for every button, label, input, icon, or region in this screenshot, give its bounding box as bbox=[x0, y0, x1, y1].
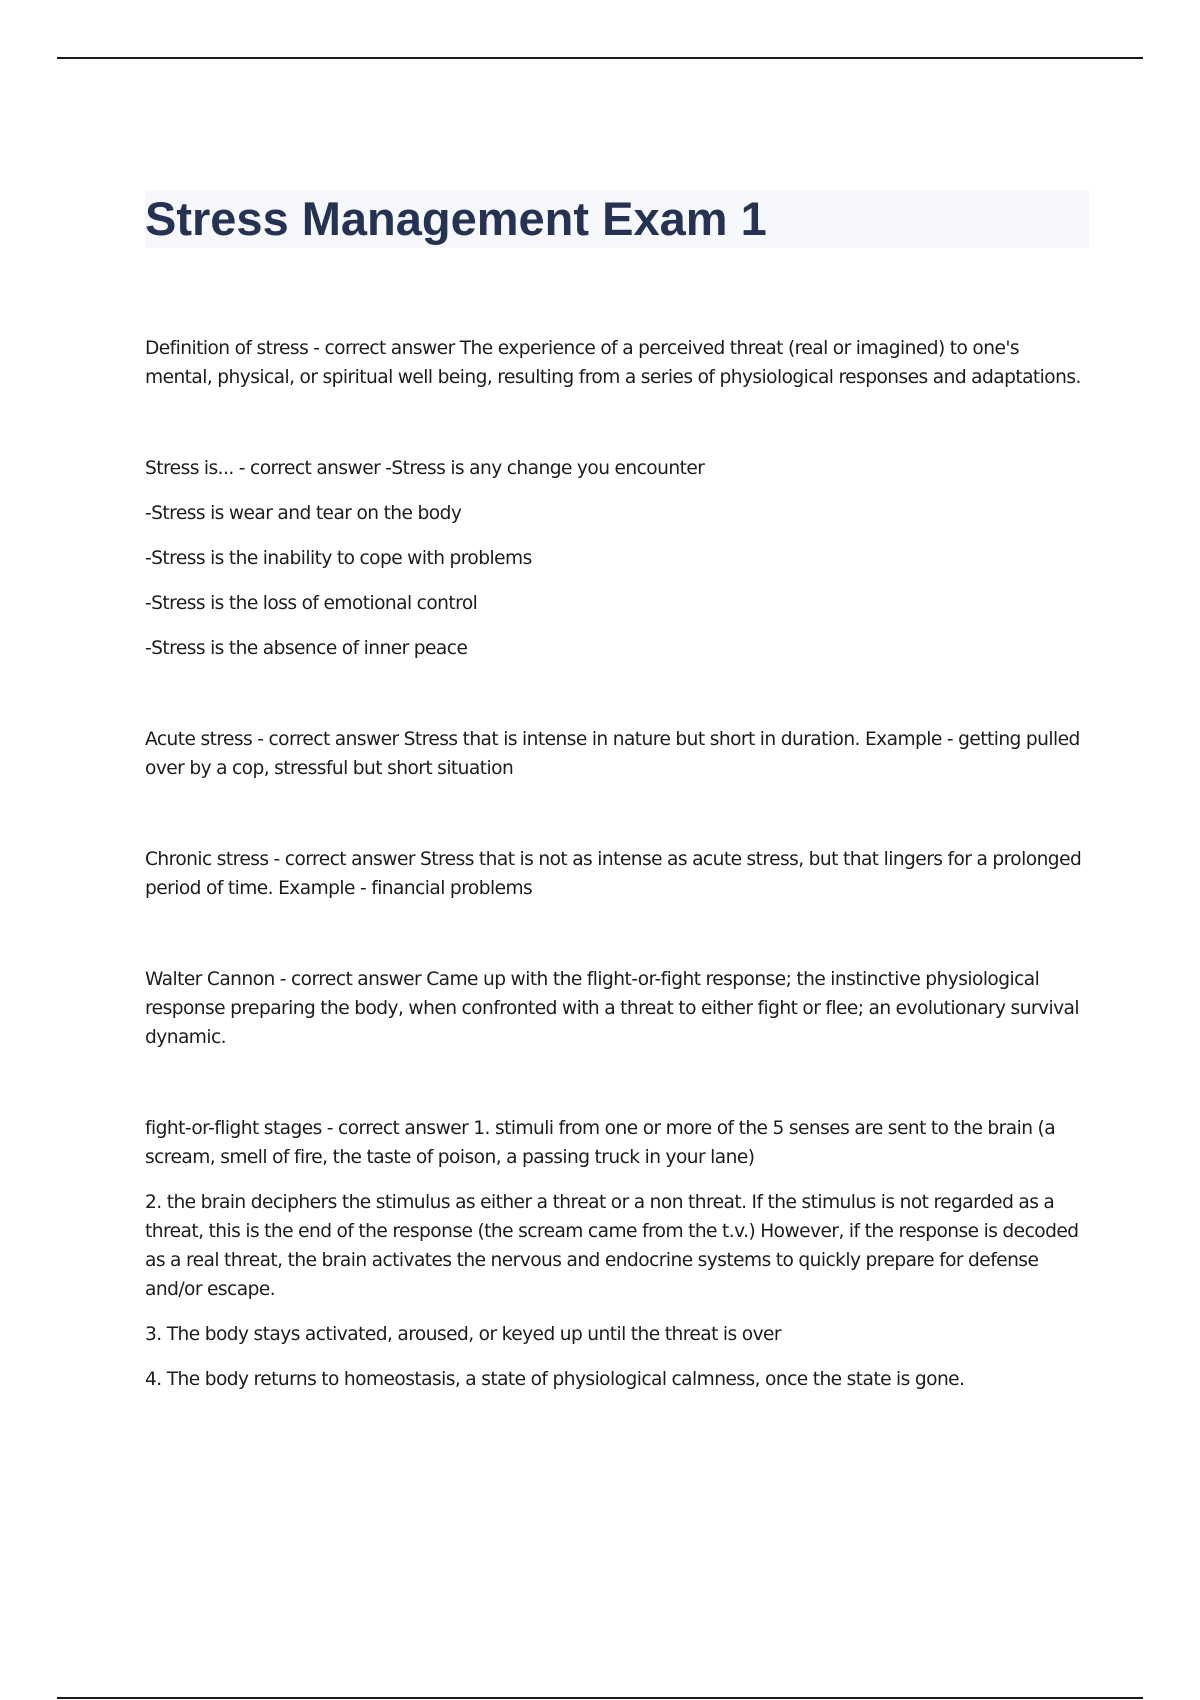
list-item: 2. the brain deciphers the stimulus as either a threat or a non threat. If the stimulus is not regarded as a threat, this is the end of the response (the scream came from the t.v.) However, if the response is decoded as a real threat, the brain activates the nervous and endocrine systems to quickly prepare for defense and/or escape. bbox=[145, 1192, 1079, 1300]
list-item: -Stress is the loss of emotional control bbox=[145, 593, 478, 614]
entry-walter-cannon: Walter Cannon - correct answer Came up with the flight-or-fight response; the instinctive physiological response preparing the body, when confronted with a threat to either fight or flee; an evolutionary survival dynamic. bbox=[145, 969, 1080, 1048]
entry-acute-stress: Acute stress - correct answer Stress that is intense in nature but short in duration. Example - getting pulled over by a cop, stressful but short situation bbox=[145, 729, 1080, 779]
entry-chronic-stress: Chronic stress - correct answer Stress that is not as intense as acute stress, but that lingers for a prolonged period of time. Example - financial problems bbox=[145, 849, 1082, 899]
top-rule bbox=[57, 57, 1143, 59]
document-title: Stress Management Exam 1 bbox=[145, 192, 767, 245]
list-item: 4. The body returns to homeostasis, a state of physiological calmness, once the state is gone. bbox=[145, 1369, 965, 1390]
list-item: 3. The body stays activated, aroused, or keyed up until the threat is over bbox=[145, 1324, 782, 1345]
entry-fight-or-flight-stages: fight-or-flight stages - correct answer 1. stimuli from one or more of the 5 senses are sent to the brain (a scream, smell of fire, the taste of poison, a passing truck in your lane) bbox=[145, 1118, 1056, 1168]
bottom-rule bbox=[57, 1697, 1143, 1699]
entry-definition-of-stress: Definition of stress - correct answer The experience of a perceived threat (real or imagined) to one's mental, physical, or spiritual well being, resulting from a series of physiological responses and adaptations. bbox=[145, 338, 1081, 388]
list-item: -Stress is the absence of inner peace bbox=[145, 638, 468, 659]
document-body bbox=[145, 334, 1090, 1394]
entry-stress-is: Stress is... - correct answer -Stress is any change you encounter bbox=[145, 458, 705, 479]
title-banner bbox=[145, 190, 1089, 248]
list-item: -Stress is wear and tear on the body bbox=[145, 503, 462, 524]
list-item: -Stress is the inability to cope with problems bbox=[145, 548, 532, 569]
